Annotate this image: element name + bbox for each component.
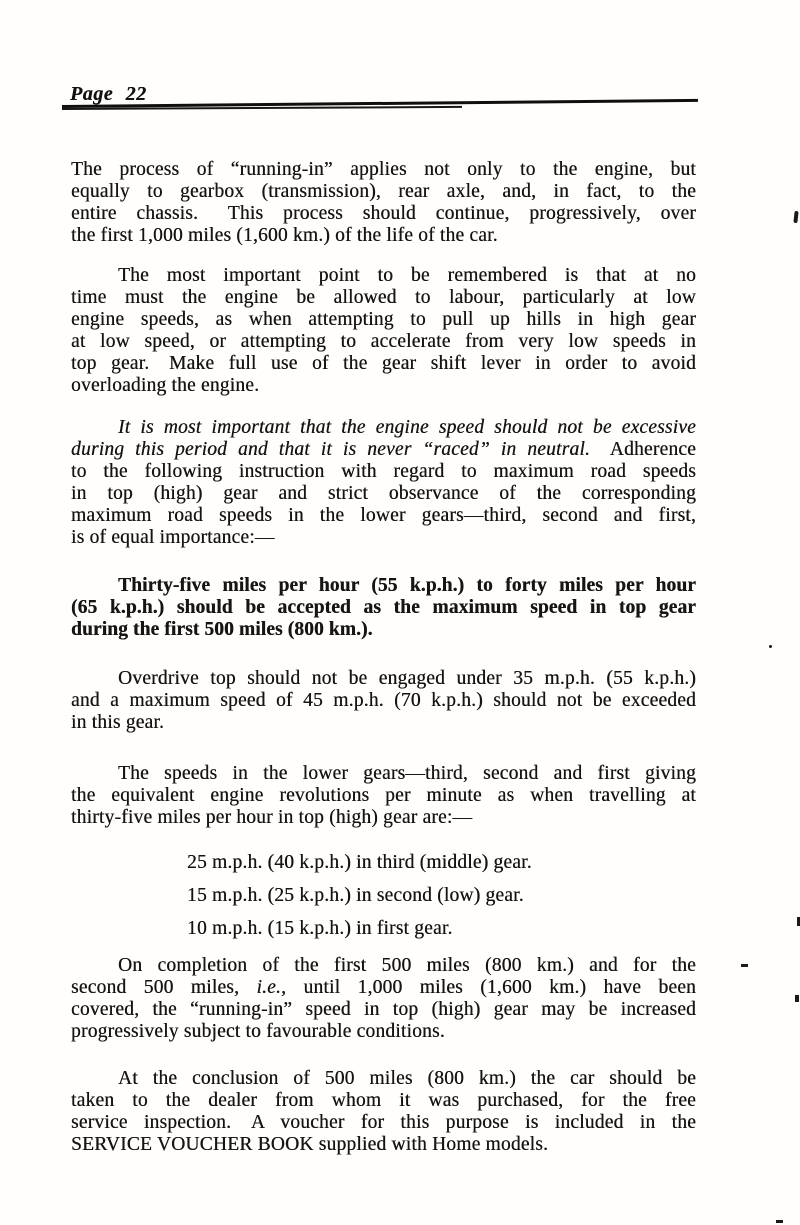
text-line	[71, 417, 696, 439]
text-line	[71, 527, 696, 549]
text-run: (65 k.p.h.) should be accepted as the maximum speed in top gear	[71, 597, 696, 618]
text-line	[71, 1134, 696, 1156]
text-line	[71, 461, 696, 483]
text-run: The speeds in the lower gears—third, second and first giving	[118, 763, 696, 784]
italic-text-run: during this period and that it is never “raced” in neutral.	[71, 439, 591, 460]
text-line	[71, 225, 696, 247]
text-run: during the first 500 miles (800 km.).	[71, 619, 373, 640]
text-run: 25 m.p.h. (40 k.p.h.) in third (middle) gear.	[187, 852, 532, 873]
text-run: Overdrive top should not be engaged under 35 m.p.h. (55 k.p.h.)	[118, 668, 696, 689]
text-run: equally to gearbox (transmission), rear axle, and, in fact, to the	[71, 181, 696, 202]
text-line	[71, 159, 696, 181]
text-line	[71, 690, 696, 712]
text-line	[71, 763, 696, 785]
text-run: progressively subject to favourable conditions.	[71, 1021, 445, 1042]
italic-text-run: It is most important that the engine speed should not be excessive	[118, 417, 696, 438]
paragraph-overdrive	[71, 668, 696, 734]
text-run: overloading the engine.	[71, 375, 260, 396]
text-line	[71, 879, 696, 912]
text-run: The process of “running-in” applies not only to the engine, but	[71, 159, 696, 180]
text-run: is of equal importance:—	[71, 527, 275, 548]
text-run: entire chassis. This process should continue, progressively, over	[71, 203, 696, 224]
paragraph-running-in-intro	[71, 159, 696, 247]
text-line	[71, 181, 696, 203]
text-run: in top (high) gear and strict observance of the corresponding	[71, 483, 696, 504]
paragraph-lower-gear-speeds	[71, 763, 696, 829]
text-line	[71, 1068, 696, 1090]
text-run: On completion of the first 500 miles (800 km.) and for the	[118, 955, 696, 976]
text-run: service inspection. A voucher for this purpose is included in the	[71, 1112, 696, 1133]
paragraph-after-500-miles	[71, 955, 696, 1043]
text-run: 10 m.p.h. (15 k.p.h.) in first gear.	[187, 918, 453, 939]
text-line	[71, 353, 696, 375]
text-run: top gear. Make full use of the gear shift lever in order to avoid	[71, 353, 696, 374]
text-run: maximum road speeds in the lower gears—third, second and first,	[71, 505, 696, 526]
text-line	[71, 785, 696, 807]
text-line	[71, 1090, 696, 1112]
text-run: engine speeds, as when attempting to pull up hills in high gear	[71, 309, 696, 330]
text-line	[71, 287, 696, 309]
text-run: and a maximum speed of 45 m.p.h. (70 k.p.h.) should not be exceeded	[71, 690, 696, 711]
text-line	[71, 712, 696, 734]
text-line	[71, 575, 696, 597]
text-run: The most important point to be remembered is that at no	[118, 265, 696, 286]
scan-artifact-mark	[793, 211, 798, 223]
text-run: covered, the “running-in” speed in top (high) gear may be increased	[71, 999, 696, 1020]
text-run: Adherence	[590, 439, 696, 460]
scan-artifact-mark	[776, 1220, 783, 1223]
paragraph-service-inspection	[71, 1068, 696, 1156]
text-run: at low speed, or attempting to accelerate from very low speeds in	[71, 331, 696, 352]
paragraph-engine-speed-warning	[71, 417, 696, 549]
text-line	[71, 619, 696, 641]
scan-artifact-mark	[741, 964, 748, 967]
document-body	[71, 159, 696, 1156]
text-line	[71, 439, 696, 461]
text-run: taken to the dealer from whom it was purchased, for the free	[71, 1090, 696, 1111]
text-line	[71, 597, 696, 619]
text-run: SERVICE VOUCHER BOOK supplied with Home models.	[71, 1134, 549, 1155]
text-run: in this gear.	[71, 712, 165, 733]
text-run: time must the engine be allowed to labour, particularly at low	[71, 287, 696, 308]
text-run: thirty-five miles per hour in top (high) gear are:—	[71, 807, 473, 828]
paragraph-engine-labour	[71, 265, 696, 397]
text-line	[71, 912, 696, 945]
text-line	[71, 668, 696, 690]
text-line	[71, 265, 696, 287]
text-run: 15 m.p.h. (25 k.p.h.) in second (low) gear.	[187, 885, 524, 906]
text-run: until 1,000 miles (1,600 km.) have been	[286, 977, 697, 998]
text-line	[71, 977, 696, 999]
text-line	[71, 1112, 696, 1134]
italic-text-run: i.e.,	[256, 977, 287, 998]
scan-artifact-mark	[795, 995, 799, 1002]
text-run: the equivalent engine revolutions per minute as when travelling at	[71, 785, 696, 806]
text-line	[71, 807, 696, 829]
text-line	[71, 999, 696, 1021]
text-run: Thirty-five miles per hour (55 k.p.h.) to forty miles per hour	[118, 575, 696, 596]
paragraph-maximum-speed-bold	[71, 575, 696, 641]
text-line	[71, 331, 696, 353]
text-line	[71, 203, 696, 225]
text-line	[71, 309, 696, 331]
text-run: to the following instruction with regard to maximum road speeds	[71, 461, 696, 482]
text-line	[71, 955, 696, 977]
page-number-heading: Page 22	[70, 83, 147, 105]
text-line	[71, 846, 696, 879]
text-line	[71, 483, 696, 505]
text-run: At the conclusion of 500 miles (800 km.) the car should be	[118, 1068, 696, 1089]
text-line	[71, 375, 696, 397]
text-line	[71, 1021, 696, 1043]
text-line	[71, 505, 696, 527]
text-run: second 500 miles,	[71, 977, 257, 998]
list-gear-speed-values	[71, 846, 696, 945]
text-run: the first 1,000 miles (1,600 km.) of the life of the car.	[71, 225, 498, 246]
scan-artifact-mark	[769, 645, 772, 648]
